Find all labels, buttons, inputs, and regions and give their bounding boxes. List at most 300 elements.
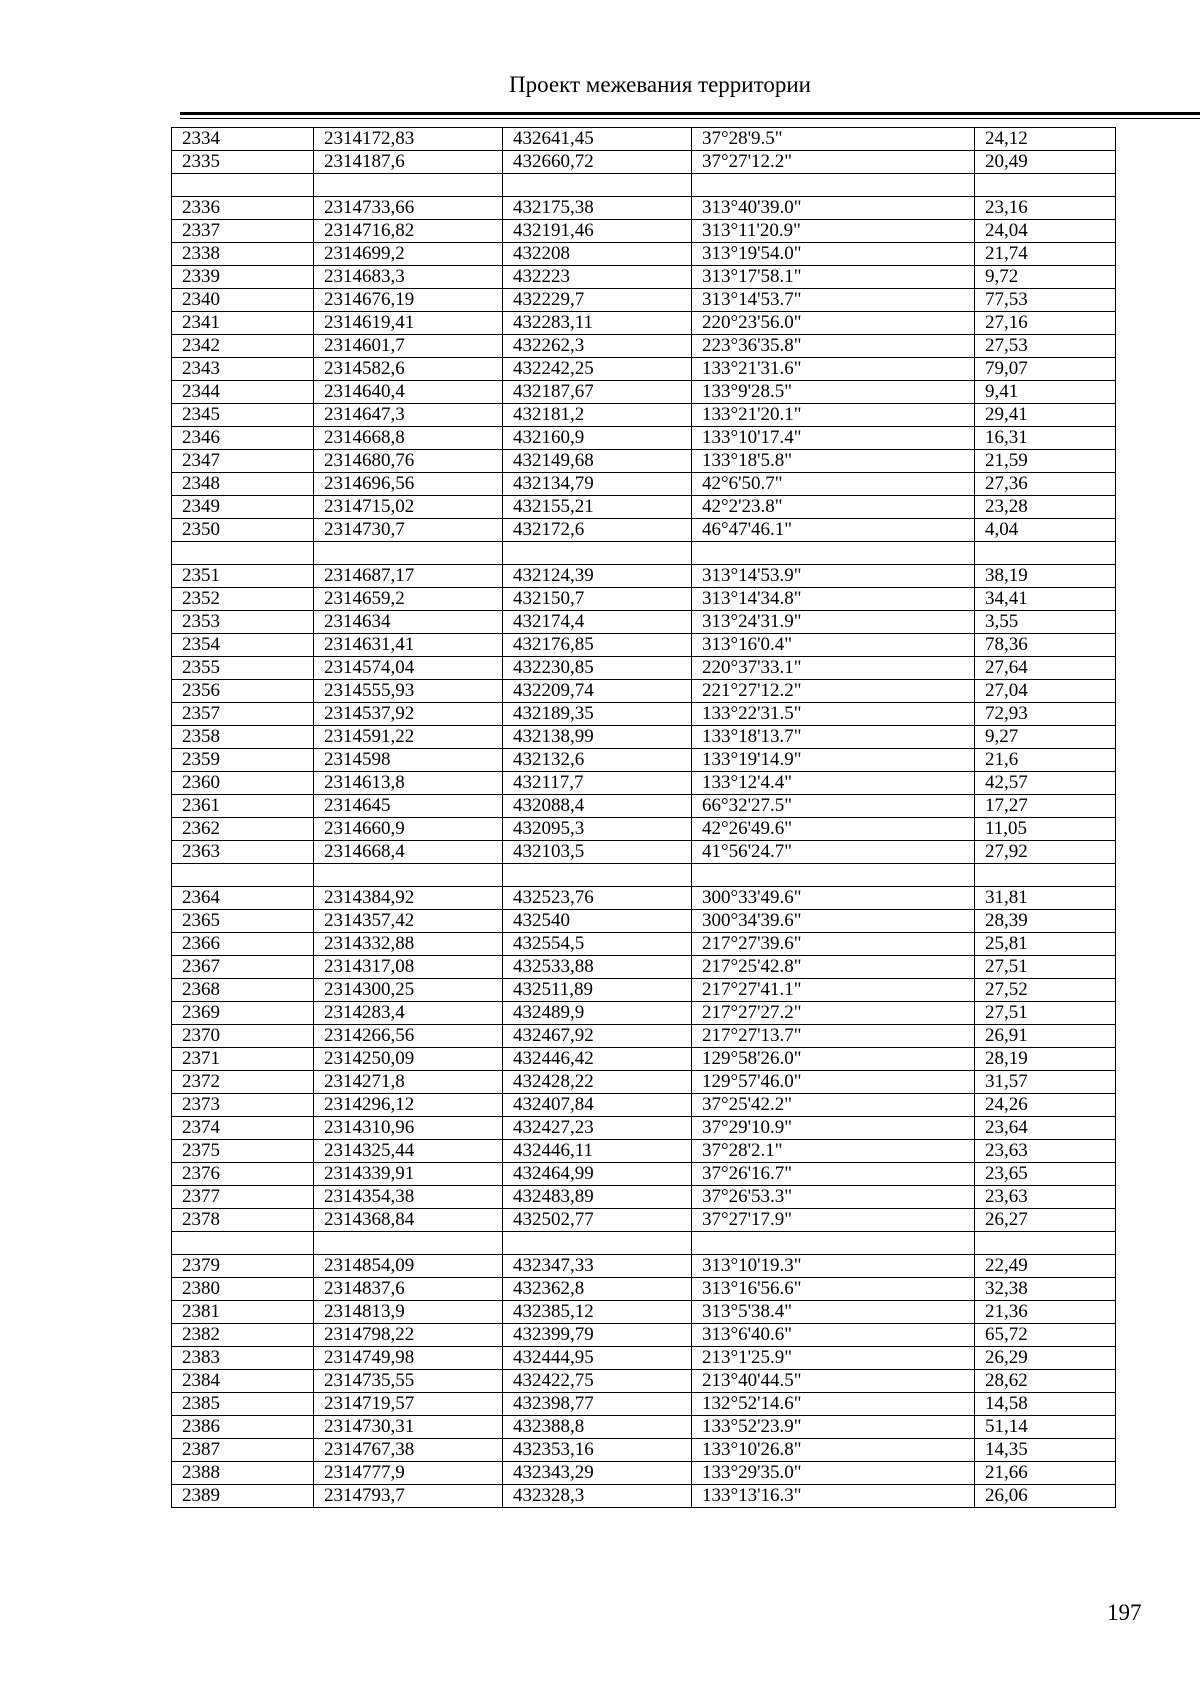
x-coordinate-cell: 2314813,9 <box>314 1301 503 1324</box>
x-coordinate-cell: 2314733,66 <box>314 197 503 220</box>
y-coordinate-cell: 432103,5 <box>503 841 692 864</box>
table-row <box>172 887 1116 910</box>
x-coordinate-cell: 2314172,83 <box>314 128 503 151</box>
point-number-cell: 2366 <box>172 933 314 956</box>
y-coordinate-cell: 432446,11 <box>503 1140 692 1163</box>
y-coordinate-cell: 432398,77 <box>503 1393 692 1416</box>
x-coordinate-cell: 2314325,44 <box>314 1140 503 1163</box>
point-number-cell: 2368 <box>172 979 314 1002</box>
table-row <box>172 450 1116 473</box>
x-coordinate-cell: 2314687,17 <box>314 565 503 588</box>
y-coordinate-cell: 432660,72 <box>503 151 692 174</box>
x-coordinate-cell: 2314283,4 <box>314 1002 503 1025</box>
point-number-cell: 2360 <box>172 772 314 795</box>
y-coordinate-cell: 432489,9 <box>503 1002 692 1025</box>
y-coordinate-cell: 432155,21 <box>503 496 692 519</box>
distance-cell: 22,49 <box>975 1255 1116 1278</box>
x-coordinate-cell: 2314317,08 <box>314 956 503 979</box>
x-coordinate-cell: 2314613,8 <box>314 772 503 795</box>
y-coordinate-cell: 432242,25 <box>503 358 692 381</box>
direction-angle-cell: 133°12'4.4" <box>692 772 975 795</box>
distance-cell: 32,38 <box>975 1278 1116 1301</box>
table-row <box>172 634 1116 657</box>
point-number-cell: 2378 <box>172 1209 314 1232</box>
table-separator-row <box>172 1232 1116 1255</box>
table-row <box>172 197 1116 220</box>
point-number-cell: 2367 <box>172 956 314 979</box>
point-number-cell: 2384 <box>172 1370 314 1393</box>
table-row <box>172 1071 1116 1094</box>
direction-angle-cell: 133°10'17.4" <box>692 427 975 450</box>
coordinates-table <box>171 127 1116 1508</box>
direction-angle-cell: 313°14'53.7" <box>692 289 975 312</box>
y-coordinate-cell: 432483,89 <box>503 1186 692 1209</box>
y-coordinate-cell: 432385,12 <box>503 1301 692 1324</box>
distance-cell: 65,72 <box>975 1324 1116 1347</box>
table-row <box>172 956 1116 979</box>
distance-cell: 23,28 <box>975 496 1116 519</box>
table-row <box>172 473 1116 496</box>
point-number-cell: 2376 <box>172 1163 314 1186</box>
direction-angle-cell <box>692 864 975 887</box>
y-coordinate-cell: 432464,99 <box>503 1163 692 1186</box>
y-coordinate-cell: 432176,85 <box>503 634 692 657</box>
direction-angle-cell: 217°27'41.1" <box>692 979 975 1002</box>
y-coordinate-cell: 432511,89 <box>503 979 692 1002</box>
y-coordinate-cell: 432117,7 <box>503 772 692 795</box>
direction-angle-cell: 313°5'38.4" <box>692 1301 975 1324</box>
table-row <box>172 220 1116 243</box>
table-row <box>172 1186 1116 1209</box>
distance-cell: 21,59 <box>975 450 1116 473</box>
table-row <box>172 565 1116 588</box>
table-row <box>172 726 1116 749</box>
direction-angle-cell: 46°47'46.1" <box>692 519 975 542</box>
direction-angle-cell: 42°26'49.6" <box>692 818 975 841</box>
direction-angle-cell: 313°17'58.1" <box>692 266 975 289</box>
distance-cell: 42,57 <box>975 772 1116 795</box>
point-number-cell: 2347 <box>172 450 314 473</box>
y-coordinate-cell: 432444,95 <box>503 1347 692 1370</box>
direction-angle-cell: 217°27'27.2" <box>692 1002 975 1025</box>
distance-cell: 9,72 <box>975 266 1116 289</box>
y-coordinate-cell: 432208 <box>503 243 692 266</box>
x-coordinate-cell: 2314368,84 <box>314 1209 503 1232</box>
distance-cell: 24,26 <box>975 1094 1116 1117</box>
table-row <box>172 818 1116 841</box>
point-number-cell: 2355 <box>172 657 314 680</box>
distance-cell: 26,29 <box>975 1347 1116 1370</box>
x-coordinate-cell: 2314271,8 <box>314 1071 503 1094</box>
y-coordinate-cell: 432353,16 <box>503 1439 692 1462</box>
direction-angle-cell: 213°40'44.5" <box>692 1370 975 1393</box>
point-number-cell: 2350 <box>172 519 314 542</box>
y-coordinate-cell: 432187,67 <box>503 381 692 404</box>
y-coordinate-cell <box>503 542 692 565</box>
x-coordinate-cell: 2314854,09 <box>314 1255 503 1278</box>
y-coordinate-cell: 432209,74 <box>503 680 692 703</box>
x-coordinate-cell: 2314735,55 <box>314 1370 503 1393</box>
x-coordinate-cell: 2314631,41 <box>314 634 503 657</box>
direction-angle-cell: 313°14'53.9" <box>692 565 975 588</box>
direction-angle-cell: 217°27'39.6" <box>692 933 975 956</box>
distance-cell: 38,19 <box>975 565 1116 588</box>
distance-cell: 4,04 <box>975 519 1116 542</box>
point-number-cell: 2364 <box>172 887 314 910</box>
direction-angle-cell: 133°13'16.3" <box>692 1485 975 1508</box>
distance-cell: 72,93 <box>975 703 1116 726</box>
direction-angle-cell: 220°37'33.1" <box>692 657 975 680</box>
direction-angle-cell: 313°40'39.0" <box>692 197 975 220</box>
distance-cell: 25,81 <box>975 933 1116 956</box>
y-coordinate-cell: 432191,46 <box>503 220 692 243</box>
x-coordinate-cell: 2314668,8 <box>314 427 503 450</box>
distance-cell: 17,27 <box>975 795 1116 818</box>
table-row <box>172 979 1116 1002</box>
point-number-cell: 2379 <box>172 1255 314 1278</box>
direction-angle-cell: 37°26'53.3" <box>692 1186 975 1209</box>
distance-cell: 23,64 <box>975 1117 1116 1140</box>
distance-cell: 29,41 <box>975 404 1116 427</box>
point-number-cell <box>172 174 314 197</box>
direction-angle-cell: 133°18'5.8" <box>692 450 975 473</box>
distance-cell <box>975 1232 1116 1255</box>
header-rule-thick <box>180 112 1200 115</box>
point-number-cell: 2344 <box>172 381 314 404</box>
y-coordinate-cell: 432533,88 <box>503 956 692 979</box>
point-number-cell: 2374 <box>172 1117 314 1140</box>
x-coordinate-cell: 2314601,7 <box>314 335 503 358</box>
table-row <box>172 266 1116 289</box>
direction-angle-cell: 41°56'24.7" <box>692 841 975 864</box>
distance-cell: 23,63 <box>975 1140 1116 1163</box>
direction-angle-cell: 213°1'25.9" <box>692 1347 975 1370</box>
table-row <box>172 1416 1116 1439</box>
page-header-title: Проект межевания территории <box>509 72 811 97</box>
y-coordinate-cell: 432343,29 <box>503 1462 692 1485</box>
table-row <box>172 243 1116 266</box>
point-number-cell: 2338 <box>172 243 314 266</box>
point-number-cell <box>172 542 314 565</box>
distance-cell <box>975 174 1116 197</box>
x-coordinate-cell: 2314266,56 <box>314 1025 503 1048</box>
point-number-cell: 2363 <box>172 841 314 864</box>
x-coordinate-cell: 2314676,19 <box>314 289 503 312</box>
direction-angle-cell: 133°19'14.9" <box>692 749 975 772</box>
distance-cell: 27,51 <box>975 1002 1116 1025</box>
point-number-cell: 2337 <box>172 220 314 243</box>
point-number-cell: 2365 <box>172 910 314 933</box>
point-number-cell: 2354 <box>172 634 314 657</box>
distance-cell: 21,6 <box>975 749 1116 772</box>
x-coordinate-cell: 2314384,92 <box>314 887 503 910</box>
distance-cell: 28,19 <box>975 1048 1116 1071</box>
x-coordinate-cell: 2314640,4 <box>314 381 503 404</box>
x-coordinate-cell: 2314187,6 <box>314 151 503 174</box>
distance-cell: 27,16 <box>975 312 1116 335</box>
point-number-cell: 2382 <box>172 1324 314 1347</box>
x-coordinate-cell: 2314354,38 <box>314 1186 503 1209</box>
table-row <box>172 1324 1116 1347</box>
table-row <box>172 1485 1116 1508</box>
point-number-cell: 2358 <box>172 726 314 749</box>
y-coordinate-cell: 432641,45 <box>503 128 692 151</box>
table-row <box>172 404 1116 427</box>
distance-cell: 51,14 <box>975 1416 1116 1439</box>
direction-angle-cell: 66°32'27.5" <box>692 795 975 818</box>
direction-angle-cell: 313°11'20.9" <box>692 220 975 243</box>
table-row <box>172 749 1116 772</box>
table-separator-row <box>172 864 1116 887</box>
y-coordinate-cell: 432175,38 <box>503 197 692 220</box>
x-coordinate-cell: 2314619,41 <box>314 312 503 335</box>
y-coordinate-cell: 432150,7 <box>503 588 692 611</box>
table-row <box>172 358 1116 381</box>
x-coordinate-cell: 2314250,09 <box>314 1048 503 1071</box>
point-number-cell: 2345 <box>172 404 314 427</box>
direction-angle-cell: 129°58'26.0" <box>692 1048 975 1071</box>
distance-cell: 11,05 <box>975 818 1116 841</box>
y-coordinate-cell: 432428,22 <box>503 1071 692 1094</box>
table-row <box>172 128 1116 151</box>
point-number-cell: 2377 <box>172 1186 314 1209</box>
point-number-cell: 2357 <box>172 703 314 726</box>
y-coordinate-cell: 432189,35 <box>503 703 692 726</box>
direction-angle-cell: 133°29'35.0" <box>692 1462 975 1485</box>
direction-angle-cell: 133°18'13.7" <box>692 726 975 749</box>
x-coordinate-cell: 2314777,9 <box>314 1462 503 1485</box>
table-row <box>172 496 1116 519</box>
table-row <box>172 1393 1116 1416</box>
table-row <box>172 1048 1116 1071</box>
point-number-cell: 2349 <box>172 496 314 519</box>
x-coordinate-cell: 2314749,98 <box>314 1347 503 1370</box>
y-coordinate-cell: 432427,23 <box>503 1117 692 1140</box>
table-row <box>172 680 1116 703</box>
distance-cell: 27,51 <box>975 956 1116 979</box>
point-number-cell: 2361 <box>172 795 314 818</box>
x-coordinate-cell: 2314537,92 <box>314 703 503 726</box>
distance-cell: 27,36 <box>975 473 1116 496</box>
y-coordinate-cell: 432407,84 <box>503 1094 692 1117</box>
table-row <box>172 841 1116 864</box>
table-row <box>172 1117 1116 1140</box>
distance-cell: 34,41 <box>975 588 1116 611</box>
y-coordinate-cell: 432554,5 <box>503 933 692 956</box>
x-coordinate-cell: 2314357,42 <box>314 910 503 933</box>
direction-angle-cell <box>692 542 975 565</box>
direction-angle-cell: 220°23'56.0" <box>692 312 975 335</box>
y-coordinate-cell: 432230,85 <box>503 657 692 680</box>
distance-cell: 14,35 <box>975 1439 1116 1462</box>
table-row <box>172 910 1116 933</box>
x-coordinate-cell: 2314767,38 <box>314 1439 503 1462</box>
point-number-cell: 2381 <box>172 1301 314 1324</box>
direction-angle-cell: 133°22'31.5" <box>692 703 975 726</box>
y-coordinate-cell: 432262,3 <box>503 335 692 358</box>
distance-cell: 77,53 <box>975 289 1116 312</box>
distance-cell: 27,52 <box>975 979 1116 1002</box>
table-separator-row <box>172 542 1116 565</box>
distance-cell: 26,27 <box>975 1209 1116 1232</box>
x-coordinate-cell: 2314659,2 <box>314 588 503 611</box>
point-number-cell: 2334 <box>172 128 314 151</box>
x-coordinate-cell: 2314668,4 <box>314 841 503 864</box>
y-coordinate-cell: 432229,7 <box>503 289 692 312</box>
distance-cell: 3,55 <box>975 611 1116 634</box>
point-number-cell: 2336 <box>172 197 314 220</box>
distance-cell: 31,81 <box>975 887 1116 910</box>
y-coordinate-cell: 432388,8 <box>503 1416 692 1439</box>
table-row <box>172 795 1116 818</box>
x-coordinate-cell: 2314647,3 <box>314 404 503 427</box>
table-row <box>172 1370 1116 1393</box>
distance-cell: 23,63 <box>975 1186 1116 1209</box>
point-number-cell: 2351 <box>172 565 314 588</box>
x-coordinate-cell <box>314 1232 503 1255</box>
direction-angle-cell <box>692 1232 975 1255</box>
table-row <box>172 611 1116 634</box>
x-coordinate-cell: 2314310,96 <box>314 1117 503 1140</box>
direction-angle-cell: 313°19'54.0" <box>692 243 975 266</box>
distance-cell: 27,04 <box>975 680 1116 703</box>
x-coordinate-cell: 2314699,2 <box>314 243 503 266</box>
point-number-cell: 2353 <box>172 611 314 634</box>
distance-cell: 9,27 <box>975 726 1116 749</box>
distance-cell: 79,07 <box>975 358 1116 381</box>
table-row <box>172 933 1116 956</box>
direction-angle-cell: 133°9'28.5" <box>692 381 975 404</box>
distance-cell: 27,53 <box>975 335 1116 358</box>
point-number-cell <box>172 1232 314 1255</box>
y-coordinate-cell: 432399,79 <box>503 1324 692 1347</box>
point-number-cell: 2348 <box>172 473 314 496</box>
table-row <box>172 335 1116 358</box>
point-number-cell: 2388 <box>172 1462 314 1485</box>
distance-cell: 9,41 <box>975 381 1116 404</box>
point-number-cell: 2352 <box>172 588 314 611</box>
x-coordinate-cell: 2314582,6 <box>314 358 503 381</box>
y-coordinate-cell: 432446,42 <box>503 1048 692 1071</box>
x-coordinate-cell: 2314332,88 <box>314 933 503 956</box>
y-coordinate-cell <box>503 864 692 887</box>
point-number-cell: 2373 <box>172 1094 314 1117</box>
x-coordinate-cell: 2314719,57 <box>314 1393 503 1416</box>
y-coordinate-cell: 432181,2 <box>503 404 692 427</box>
y-coordinate-cell: 432347,33 <box>503 1255 692 1278</box>
direction-angle-cell: 37°27'12.2" <box>692 151 975 174</box>
direction-angle-cell: 37°26'16.7" <box>692 1163 975 1186</box>
point-number-cell: 2380 <box>172 1278 314 1301</box>
point-number-cell: 2356 <box>172 680 314 703</box>
x-coordinate-cell: 2314716,82 <box>314 220 503 243</box>
distance-cell: 20,49 <box>975 151 1116 174</box>
direction-angle-cell: 37°29'10.9" <box>692 1117 975 1140</box>
y-coordinate-cell: 432134,79 <box>503 473 692 496</box>
direction-angle-cell: 313°14'34.8" <box>692 588 975 611</box>
page-number: 197 <box>1107 1600 1142 1625</box>
point-number-cell: 2346 <box>172 427 314 450</box>
direction-angle-cell: 133°21'20.1" <box>692 404 975 427</box>
y-coordinate-cell <box>503 174 692 197</box>
x-coordinate-cell: 2314339,91 <box>314 1163 503 1186</box>
y-coordinate-cell: 432149,68 <box>503 450 692 473</box>
point-number-cell: 2370 <box>172 1025 314 1048</box>
table-row <box>172 1301 1116 1324</box>
table-row <box>172 381 1116 404</box>
direction-angle-cell: 37°25'42.2" <box>692 1094 975 1117</box>
table-row <box>172 772 1116 795</box>
point-number-cell: 2372 <box>172 1071 314 1094</box>
x-coordinate-cell <box>314 542 503 565</box>
direction-angle-cell: 37°28'2.1" <box>692 1140 975 1163</box>
direction-angle-cell: 133°10'26.8" <box>692 1439 975 1462</box>
x-coordinate-cell: 2314555,93 <box>314 680 503 703</box>
direction-angle-cell: 217°25'42.8" <box>692 956 975 979</box>
y-coordinate-cell: 432540 <box>503 910 692 933</box>
coordinates-table-body <box>172 128 1116 1508</box>
table-row <box>172 151 1116 174</box>
distance-cell: 78,36 <box>975 634 1116 657</box>
distance-cell: 21,36 <box>975 1301 1116 1324</box>
direction-angle-cell: 300°34'39.6" <box>692 910 975 933</box>
y-coordinate-cell: 432160,9 <box>503 427 692 450</box>
distance-cell: 23,16 <box>975 197 1116 220</box>
distance-cell <box>975 864 1116 887</box>
x-coordinate-cell: 2314300,25 <box>314 979 503 1002</box>
point-number-cell: 2385 <box>172 1393 314 1416</box>
x-coordinate-cell: 2314634 <box>314 611 503 634</box>
point-number-cell: 2340 <box>172 289 314 312</box>
table-row <box>172 703 1116 726</box>
point-number-cell: 2371 <box>172 1048 314 1071</box>
x-coordinate-cell: 2314660,9 <box>314 818 503 841</box>
direction-angle-cell: 313°16'0.4" <box>692 634 975 657</box>
distance-cell: 16,31 <box>975 427 1116 450</box>
table-row <box>172 588 1116 611</box>
y-coordinate-cell: 432132,6 <box>503 749 692 772</box>
point-number-cell: 2375 <box>172 1140 314 1163</box>
direction-angle-cell: 313°24'31.9" <box>692 611 975 634</box>
direction-angle-cell <box>692 174 975 197</box>
point-number-cell: 2343 <box>172 358 314 381</box>
direction-angle-cell: 223°36'35.8" <box>692 335 975 358</box>
y-coordinate-cell: 432223 <box>503 266 692 289</box>
distance-cell: 28,39 <box>975 910 1116 933</box>
point-number-cell: 2359 <box>172 749 314 772</box>
x-coordinate-cell: 2314730,7 <box>314 519 503 542</box>
y-coordinate-cell: 432467,92 <box>503 1025 692 1048</box>
direction-angle-cell: 37°27'17.9" <box>692 1209 975 1232</box>
x-coordinate-cell: 2314715,02 <box>314 496 503 519</box>
x-coordinate-cell: 2314683,3 <box>314 266 503 289</box>
point-number-cell: 2342 <box>172 335 314 358</box>
table-row <box>172 289 1116 312</box>
direction-angle-cell: 313°16'56.6" <box>692 1278 975 1301</box>
distance-cell: 24,04 <box>975 220 1116 243</box>
direction-angle-cell: 42°6'50.7" <box>692 473 975 496</box>
table-row <box>172 1140 1116 1163</box>
x-coordinate-cell: 2314793,7 <box>314 1485 503 1508</box>
table-separator-row <box>172 174 1116 197</box>
distance-cell: 31,57 <box>975 1071 1116 1094</box>
table-row <box>172 427 1116 450</box>
table-row <box>172 1439 1116 1462</box>
point-number-cell: 2389 <box>172 1485 314 1508</box>
x-coordinate-cell: 2314296,12 <box>314 1094 503 1117</box>
y-coordinate-cell: 432328,3 <box>503 1485 692 1508</box>
point-number-cell: 2339 <box>172 266 314 289</box>
